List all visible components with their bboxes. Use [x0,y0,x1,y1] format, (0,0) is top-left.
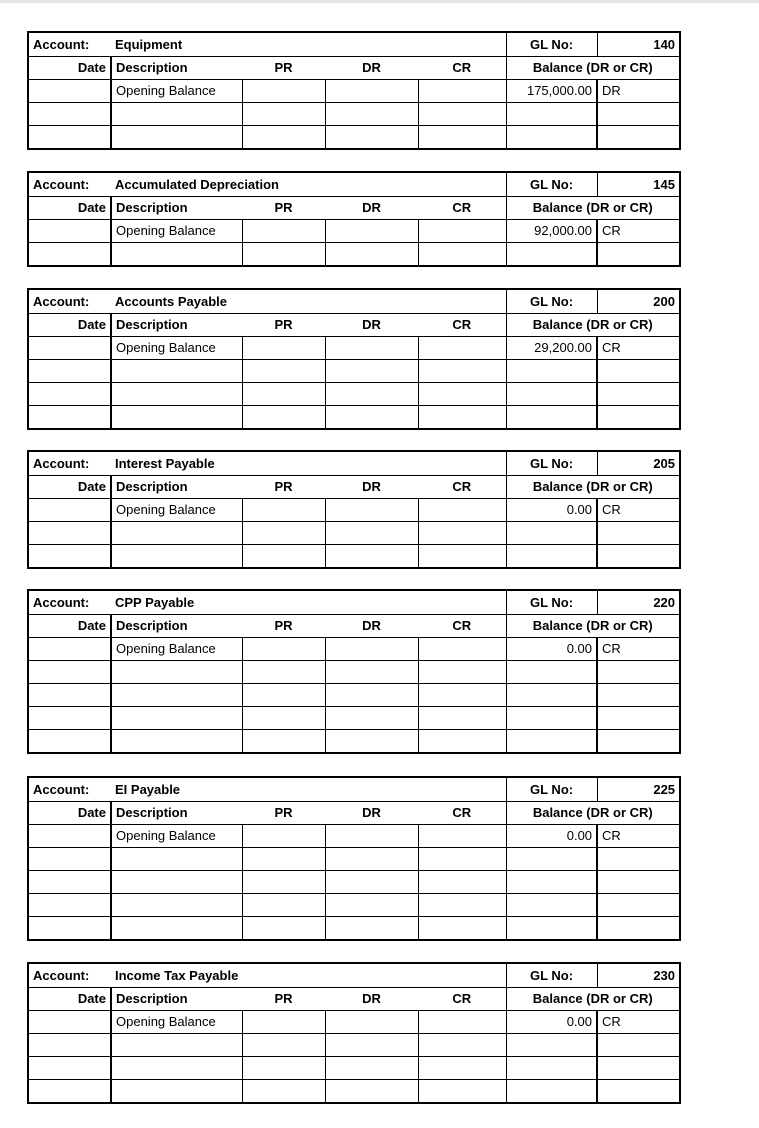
gl-number: 230 [597,964,679,987]
gl-no-label: GL No: [506,33,597,56]
dr-cell[interactable] [325,1079,418,1102]
dr-cell[interactable] [325,1033,418,1056]
ledger-account-3 [27,288,681,430]
description-cell[interactable] [111,706,242,729]
description-header: Description [111,196,242,219]
balance-amount-cell[interactable] [506,1033,597,1056]
date-cell[interactable] [29,405,111,428]
balance-amount-cell[interactable] [506,544,597,567]
dr-cell[interactable] [325,1010,418,1033]
balance-header: Balance (DR or CR) [506,987,679,1010]
description-cell[interactable] [111,382,242,405]
balance-amount: 0.00 [506,824,597,847]
opening-balance-label: Opening Balance [111,336,242,359]
pr-header: PR [242,475,325,498]
description-cell[interactable] [111,729,242,752]
opening-balance-label: Opening Balance [111,219,242,242]
pr-cell[interactable] [242,637,325,660]
cr-cell[interactable] [418,1010,506,1033]
description-cell[interactable] [111,102,242,125]
account-label: Account: [33,455,90,471]
pr-cell[interactable] [242,1033,325,1056]
date-cell[interactable] [29,219,111,242]
balance-side-cell[interactable] [597,870,679,893]
date-cell[interactable] [29,660,111,683]
dr-header: DR [325,196,418,219]
balance-amount-cell[interactable] [506,521,597,544]
balance-amount: 0.00 [506,498,597,521]
balance-side: CR [597,637,679,660]
description-cell[interactable] [111,847,242,870]
dr-cell[interactable] [325,79,418,102]
ledger-account-5 [27,589,681,754]
dr-cell[interactable] [325,706,418,729]
cr-cell[interactable] [418,916,506,939]
gl-no-label: GL No: [506,290,597,313]
balance-amount-cell[interactable] [506,870,597,893]
balance-amount-cell[interactable] [506,916,597,939]
balance-side: DR [597,79,679,102]
description-cell[interactable] [111,242,242,265]
cr-cell[interactable] [418,125,506,148]
gl-number: 140 [597,33,679,56]
balance-header: Balance (DR or CR) [506,56,679,79]
date-cell[interactable] [29,637,111,660]
cr-cell[interactable] [418,683,506,706]
cr-cell[interactable] [418,79,506,102]
page-top-border [0,0,759,3]
pr-cell[interactable] [242,893,325,916]
date-cell[interactable] [29,706,111,729]
balance-side: CR [597,824,679,847]
balance-amount-cell[interactable] [506,893,597,916]
balance-header: Balance (DR or CR) [506,801,679,824]
cr-header: CR [418,614,506,637]
balance-side-cell[interactable] [597,382,679,405]
balance-side-cell[interactable] [597,706,679,729]
balance-header: Balance (DR or CR) [506,313,679,336]
description-cell[interactable] [111,683,242,706]
date-header: Date [29,313,111,336]
pr-cell[interactable] [242,102,325,125]
date-cell[interactable] [29,521,111,544]
balance-amount-cell[interactable] [506,405,597,428]
date-cell[interactable] [29,336,111,359]
account-label: Account: [33,176,90,192]
account-label: Account: [33,967,90,983]
description-header: Description [111,614,242,637]
date-header: Date [29,801,111,824]
date-cell[interactable] [29,729,111,752]
date-cell[interactable] [29,893,111,916]
dr-cell[interactable] [325,1056,418,1079]
balance-side-cell[interactable] [597,405,679,428]
cr-cell[interactable] [418,824,506,847]
balance-amount-cell[interactable] [506,706,597,729]
description-cell[interactable] [111,870,242,893]
account-name: Accounts Payable [115,293,227,309]
balance-side: CR [597,336,679,359]
description-cell[interactable] [111,125,242,148]
description-header: Description [111,475,242,498]
balance-side-cell[interactable] [597,1033,679,1056]
dr-cell[interactable] [325,729,418,752]
dr-cell[interactable] [325,382,418,405]
account-name: EI Payable [115,781,181,797]
date-cell[interactable] [29,847,111,870]
gl-no-label: GL No: [506,452,597,475]
ledger-account-1 [27,31,681,150]
pr-cell[interactable] [242,1079,325,1102]
cr-cell[interactable] [418,242,506,265]
cr-cell[interactable] [418,1033,506,1056]
balance-side: CR [597,498,679,521]
balance-header: Balance (DR or CR) [506,475,679,498]
gl-number: 205 [597,452,679,475]
dr-cell[interactable] [325,637,418,660]
cr-cell[interactable] [418,637,506,660]
gl-no-label: GL No: [506,173,597,196]
balance-amount: 92,000.00 [506,219,597,242]
pr-cell[interactable] [242,916,325,939]
opening-balance-label: Opening Balance [111,79,242,102]
description-cell[interactable] [111,544,242,567]
dr-cell[interactable] [325,521,418,544]
account-name: Accumulated Depreciation [115,176,279,192]
balance-amount-cell[interactable] [506,102,597,125]
date-cell[interactable] [29,242,111,265]
pr-cell[interactable] [242,683,325,706]
cr-header: CR [418,801,506,824]
account-label: Account: [33,36,90,52]
dr-cell[interactable] [325,847,418,870]
dr-cell[interactable] [325,870,418,893]
description-cell[interactable] [111,660,242,683]
date-cell[interactable] [29,382,111,405]
ledger-account-2 [27,171,681,267]
gl-no-label: GL No: [506,778,597,801]
description-cell[interactable] [111,916,242,939]
gl-no-label: GL No: [506,964,597,987]
cr-cell[interactable] [418,498,506,521]
pr-cell[interactable] [242,125,325,148]
dr-cell[interactable] [325,660,418,683]
description-cell[interactable] [111,521,242,544]
dr-cell[interactable] [325,683,418,706]
description-header: Description [111,56,242,79]
description-cell[interactable] [111,405,242,428]
cr-cell[interactable] [418,847,506,870]
dr-header: DR [325,801,418,824]
balance-amount-cell[interactable] [506,1056,597,1079]
balance-amount: 0.00 [506,637,597,660]
cr-cell[interactable] [418,729,506,752]
cr-cell[interactable] [418,405,506,428]
description-cell[interactable] [111,1079,242,1102]
cr-header: CR [418,313,506,336]
opening-balance-label: Opening Balance [111,637,242,660]
pr-cell[interactable] [242,242,325,265]
date-cell[interactable] [29,1010,111,1033]
balance-side: CR [597,219,679,242]
date-header: Date [29,614,111,637]
cr-cell[interactable] [418,870,506,893]
cr-cell[interactable] [418,359,506,382]
date-cell[interactable] [29,544,111,567]
dr-cell[interactable] [325,824,418,847]
dr-header: DR [325,56,418,79]
balance-side-cell[interactable] [597,1079,679,1102]
pr-cell[interactable] [242,1056,325,1079]
opening-balance-label: Opening Balance [111,1010,242,1033]
date-cell[interactable] [29,79,111,102]
ledger-account-7 [27,962,681,1104]
balance-side-cell[interactable] [597,683,679,706]
dr-cell[interactable] [325,893,418,916]
cr-cell[interactable] [418,521,506,544]
gl-number: 220 [597,591,679,614]
gl-number: 225 [597,778,679,801]
dr-header: DR [325,987,418,1010]
dr-cell[interactable] [325,498,418,521]
opening-balance-label: Opening Balance [111,824,242,847]
cr-header: CR [418,56,506,79]
pr-cell[interactable] [242,706,325,729]
date-cell[interactable] [29,359,111,382]
pr-header: PR [242,313,325,336]
balance-side-cell[interactable] [597,847,679,870]
pr-cell[interactable] [242,870,325,893]
balance-side-cell[interactable] [597,544,679,567]
balance-amount-cell[interactable] [506,847,597,870]
date-cell[interactable] [29,824,111,847]
pr-cell[interactable] [242,219,325,242]
cr-cell[interactable] [418,382,506,405]
dr-cell[interactable] [325,219,418,242]
balance-amount: 175,000.00 [506,79,597,102]
pr-cell[interactable] [242,544,325,567]
date-cell[interactable] [29,125,111,148]
dr-cell[interactable] [325,405,418,428]
date-header: Date [29,196,111,219]
pr-cell[interactable] [242,79,325,102]
cr-header: CR [418,987,506,1010]
balance-side-cell[interactable] [597,125,679,148]
account-label: Account: [33,781,90,797]
pr-cell[interactable] [242,729,325,752]
balance-side-cell[interactable] [597,521,679,544]
cr-cell[interactable] [418,102,506,125]
balance-amount-cell[interactable] [506,1079,597,1102]
balance-amount-cell[interactable] [506,683,597,706]
description-cell[interactable] [111,1056,242,1079]
dr-cell[interactable] [325,359,418,382]
pr-header: PR [242,801,325,824]
cr-cell[interactable] [418,660,506,683]
cr-header: CR [418,196,506,219]
balance-amount: 29,200.00 [506,336,597,359]
cr-header: CR [418,475,506,498]
balance-side-cell[interactable] [597,893,679,916]
pr-cell[interactable] [242,1010,325,1033]
account-label: Account: [33,293,90,309]
description-header: Description [111,313,242,336]
description-cell[interactable] [111,1033,242,1056]
account-name: Income Tax Payable [115,967,239,983]
dr-cell[interactable] [325,336,418,359]
account-name: Interest Payable [115,455,215,471]
balance-side-cell[interactable] [597,916,679,939]
date-header: Date [29,56,111,79]
date-cell[interactable] [29,498,111,521]
cr-cell[interactable] [418,706,506,729]
date-header: Date [29,987,111,1010]
balance-amount-cell[interactable] [506,660,597,683]
dr-cell[interactable] [325,544,418,567]
pr-cell[interactable] [242,824,325,847]
pr-cell[interactable] [242,498,325,521]
description-cell[interactable] [111,893,242,916]
gl-number: 200 [597,290,679,313]
cr-cell[interactable] [418,1079,506,1102]
dr-cell[interactable] [325,242,418,265]
account-label: Account: [33,594,90,610]
gl-number: 145 [597,173,679,196]
balance-side-cell[interactable] [597,1056,679,1079]
dr-header: DR [325,614,418,637]
cr-cell[interactable] [418,893,506,916]
description-cell[interactable] [111,359,242,382]
pr-header: PR [242,196,325,219]
dr-cell[interactable] [325,916,418,939]
dr-cell[interactable] [325,102,418,125]
date-header: Date [29,475,111,498]
pr-cell[interactable] [242,405,325,428]
balance-side-cell[interactable] [597,660,679,683]
date-cell[interactable] [29,916,111,939]
pr-cell[interactable] [242,521,325,544]
balance-header: Balance (DR or CR) [506,614,679,637]
description-header: Description [111,801,242,824]
cr-cell[interactable] [418,336,506,359]
balance-side-cell[interactable] [597,729,679,752]
date-cell[interactable] [29,102,111,125]
pr-header: PR [242,987,325,1010]
date-cell[interactable] [29,1033,111,1056]
balance-side-cell[interactable] [597,359,679,382]
pr-cell[interactable] [242,359,325,382]
pr-cell[interactable] [242,336,325,359]
balance-amount-cell[interactable] [506,359,597,382]
balance-amount: 0.00 [506,1010,597,1033]
cr-cell[interactable] [418,1056,506,1079]
balance-side: CR [597,1010,679,1033]
dr-cell[interactable] [325,125,418,148]
balance-amount-cell[interactable] [506,729,597,752]
balance-header: Balance (DR or CR) [506,196,679,219]
date-cell[interactable] [29,683,111,706]
cr-cell[interactable] [418,544,506,567]
ledger-account-4 [27,450,681,569]
account-name: Equipment [115,36,183,52]
date-cell[interactable] [29,870,111,893]
pr-cell[interactable] [242,660,325,683]
balance-amount-cell[interactable] [506,382,597,405]
balance-side-cell[interactable] [597,102,679,125]
pr-cell[interactable] [242,847,325,870]
balance-side-cell[interactable] [597,242,679,265]
opening-balance-label: Opening Balance [111,498,242,521]
account-name: CPP Payable [115,594,195,610]
dr-header: DR [325,475,418,498]
description-header: Description [111,987,242,1010]
dr-header: DR [325,313,418,336]
ledger-account-6 [27,776,681,941]
gl-no-label: GL No: [506,591,597,614]
date-cell[interactable] [29,1056,111,1079]
balance-amount-cell[interactable] [506,242,597,265]
pr-header: PR [242,614,325,637]
pr-header: PR [242,56,325,79]
cr-cell[interactable] [418,219,506,242]
balance-amount-cell[interactable] [506,125,597,148]
date-cell[interactable] [29,1079,111,1102]
pr-cell[interactable] [242,382,325,405]
